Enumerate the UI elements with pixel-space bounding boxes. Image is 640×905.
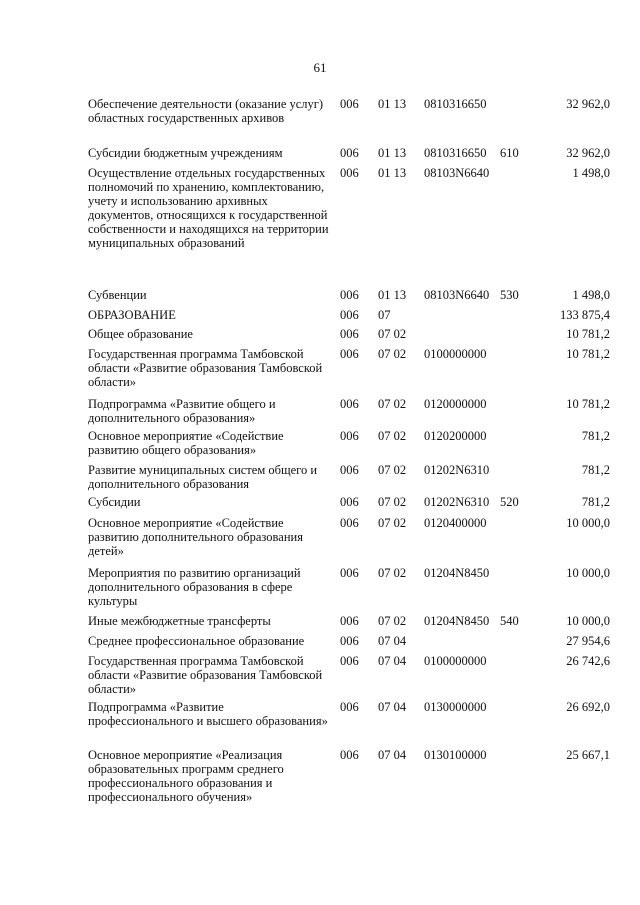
row-amount: 781,2 xyxy=(581,495,610,509)
row-amount: 10 781,2 xyxy=(566,327,610,341)
row-name: Мероприятия по развитию организаций дополнительного образования в сфере культуры xyxy=(88,566,301,608)
row-expense-type: 610 xyxy=(500,146,519,160)
row-amount: 32 962,0 xyxy=(566,97,610,111)
row-expense-type: 540 xyxy=(500,614,519,628)
row-section-code: 07 02 xyxy=(378,566,407,580)
row-name: Основное мероприятие «Содействие развитию общего образования» xyxy=(88,429,284,457)
row-ved-code: 006 xyxy=(340,614,359,628)
row-name: Субсидии xyxy=(88,495,141,509)
row-target-code: 0120400000 xyxy=(424,516,487,530)
row-section-code: 07 02 xyxy=(378,347,407,361)
row-amount: 1 498,0 xyxy=(572,288,610,302)
row-target-code: 0100000000 xyxy=(424,347,487,361)
row-expense-type: 520 xyxy=(500,495,519,509)
row-name: Субвенции xyxy=(88,288,147,302)
row-section-code: 07 02 xyxy=(378,429,407,443)
row-ved-code: 006 xyxy=(340,634,359,648)
row-target-code: 08103N6640 xyxy=(424,288,490,302)
row-section-code: 01 13 xyxy=(378,146,407,160)
row-ved-code: 006 xyxy=(340,463,359,477)
row-ved-code: 006 xyxy=(340,566,359,580)
row-target-code: 0810316650 xyxy=(424,97,487,111)
row-section-code: 07 02 xyxy=(378,516,407,530)
row-ved-code: 006 xyxy=(340,495,359,509)
row-target-code: 0120000000 xyxy=(424,397,487,411)
row-name: Основное мероприятие «Содействие развитию дополнительного образования детей» xyxy=(88,516,303,558)
row-ved-code: 006 xyxy=(340,166,359,180)
row-name: Государственная программа Тамбовской области «Развитие образования Тамбовской области» xyxy=(88,654,323,696)
row-section-code: 07 02 xyxy=(378,463,407,477)
row-section-code: 07 02 xyxy=(378,327,407,341)
row-ved-code: 006 xyxy=(340,654,359,668)
row-ved-code: 006 xyxy=(340,146,359,160)
row-name: Подпрограмма «Развитие общего и дополнительного образования» xyxy=(88,397,276,425)
row-name: Среднее профессиональное образование xyxy=(88,634,305,648)
row-amount: 10 000,0 xyxy=(566,614,610,628)
row-amount: 27 954,6 xyxy=(566,634,610,648)
row-target-code: 0130100000 xyxy=(424,748,487,762)
row-name: ОБРАЗОВАНИЕ xyxy=(88,308,176,322)
row-section-code: 07 xyxy=(378,308,391,322)
page-number: 61 xyxy=(313,60,327,75)
row-name: Обеспечение деятельности (оказание услуг) областных государственных архивов xyxy=(88,97,324,125)
row-amount: 26 692,0 xyxy=(566,700,610,714)
row-section-code: 01 13 xyxy=(378,97,407,111)
row-amount: 26 742,6 xyxy=(566,654,610,668)
row-target-code: 01202N6310 xyxy=(424,495,490,509)
row-name: Субсидии бюджетным учреждениям xyxy=(88,146,283,160)
row-amount: 781,2 xyxy=(581,463,610,477)
row-name: Основное мероприятие «Реализация образовательных программ среднего профессионального образования и профессионального обучения» xyxy=(88,748,284,804)
row-ved-code: 006 xyxy=(340,97,359,111)
row-ved-code: 006 xyxy=(340,397,359,411)
row-amount: 10 781,2 xyxy=(566,347,610,361)
row-section-code: 01 13 xyxy=(378,288,407,302)
row-section-code: 07 04 xyxy=(378,634,407,648)
row-ved-code: 006 xyxy=(340,288,359,302)
row-amount: 25 667,1 xyxy=(566,748,610,762)
row-ved-code: 006 xyxy=(340,700,359,714)
row-ved-code: 006 xyxy=(340,327,359,341)
row-section-code: 07 04 xyxy=(378,654,407,668)
row-amount: 1 498,0 xyxy=(572,166,610,180)
row-target-code: 08103N6640 xyxy=(424,166,490,180)
row-name: Государственная программа Тамбовской области «Развитие образования Тамбовской области» xyxy=(88,347,323,389)
row-amount: 10 781,2 xyxy=(566,397,610,411)
row-amount: 10 000,0 xyxy=(566,566,610,580)
row-section-code: 01 13 xyxy=(378,166,407,180)
row-section-code: 07 04 xyxy=(378,700,407,714)
row-ved-code: 006 xyxy=(340,347,359,361)
row-ved-code: 006 xyxy=(340,748,359,762)
row-amount: 781,2 xyxy=(581,429,610,443)
row-expense-type: 530 xyxy=(500,288,519,302)
row-section-code: 07 02 xyxy=(378,495,407,509)
row-target-code: 0810316650 xyxy=(424,146,487,160)
row-name: Развитие муниципальных систем общего и дополнительного образования xyxy=(88,463,318,491)
row-target-code: 0120200000 xyxy=(424,429,487,443)
row-target-code: 01204N8450 xyxy=(424,566,490,580)
row-amount: 133 875,4 xyxy=(560,308,610,322)
row-amount: 32 962,0 xyxy=(566,146,610,160)
row-amount: 10 000,0 xyxy=(566,516,610,530)
row-section-code: 07 02 xyxy=(378,614,407,628)
row-target-code: 01204N8450 xyxy=(424,614,490,628)
row-ved-code: 006 xyxy=(340,429,359,443)
row-section-code: 07 02 xyxy=(378,397,407,411)
row-target-code: 0100000000 xyxy=(424,654,487,668)
row-name: Иные межбюджетные трансферты xyxy=(88,614,271,628)
row-section-code: 07 04 xyxy=(378,748,407,762)
row-ved-code: 006 xyxy=(340,308,359,322)
row-target-code: 01202N6310 xyxy=(424,463,490,477)
row-name: Осуществление отдельных государственных полномочий по хранению, комплектованию, учету и использованию архивных документов, относящихся к государственной собственности и находящихся на территории муниципальных образований xyxy=(88,166,329,250)
row-ved-code: 006 xyxy=(340,516,359,530)
row-name: Подпрограмма «Развитие профессионального и высшего образования» xyxy=(88,700,328,728)
row-name: Общее образование xyxy=(88,327,193,341)
row-target-code: 0130000000 xyxy=(424,700,487,714)
